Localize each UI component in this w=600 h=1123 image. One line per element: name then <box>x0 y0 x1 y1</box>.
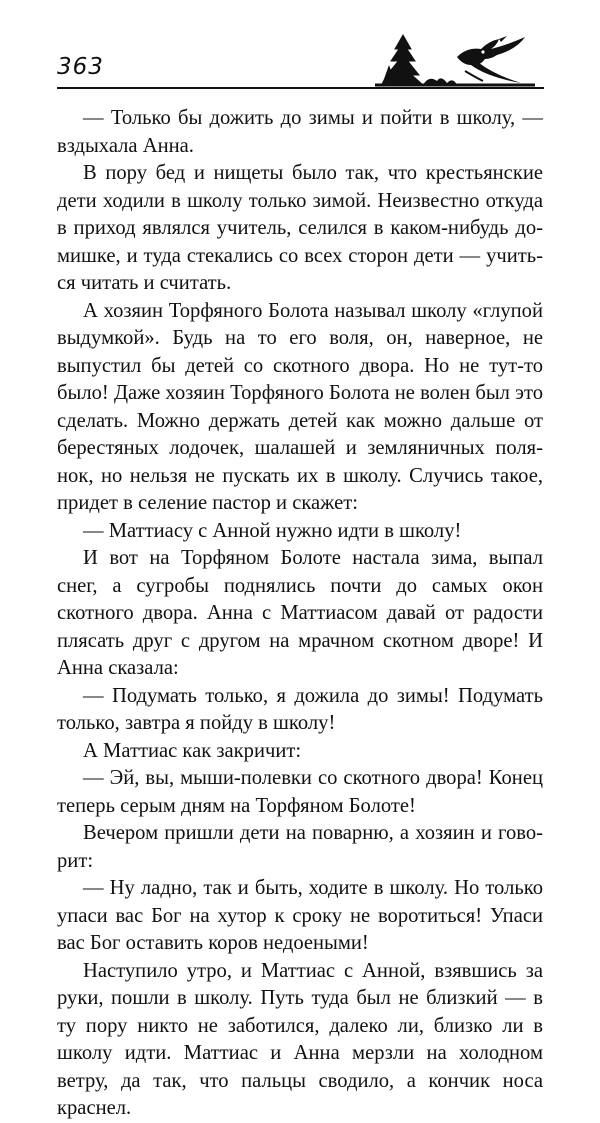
paragraph: — Подумать только, я дожила до зимы! Подумать только, завтра я пойду в школу! <box>57 684 543 734</box>
paragraph: А хозяин Торфяного Болота называл школу «глупой выдумкой». Будь на то его воля, он, наверное, не выпустил бы детей со скотного двора. Но не тут-то было! Даже хозяин Торфяного Болота не волен был это сделать. Можно держать детей как можно дальше от берестяных лодочек, шалашей и земляничных полянок, но нельзя не пускать их в школу. Случись такое, придет в селение пастор и скажет: <box>57 299 543 514</box>
page-number: 363 <box>57 54 104 80</box>
paragraph: — Только бы дожить до зимы и пойти в школу, — вздыхала Анна. <box>57 107 543 157</box>
paragraph: — Маттиасу с Анной нужно идти в школу! <box>83 519 462 542</box>
header-rule <box>57 87 544 89</box>
paragraph: В пору бед и нищеты было так, что крестьянские дети ходили в школу только зимой. Неизвестно откуда в приход являлся учитель, селился в каком-нибудь домишке, и туда стекались со всех сторон дети — учиться читать и считать. <box>57 162 543 294</box>
fir-trees-and-bird-ornament <box>375 25 535 89</box>
paragraph: Наступило утро, и Маттиас с Анной, взявшись за руки, пошли в школу. Путь туда был не близкий — в ту пору никто не заботился, далеко ли, близко ли в школу идти. Маттиас и Анна мерзли на холодном ветру, да так, что пальцы сводило, а кончик носа краснел. <box>57 959 543 1119</box>
page-body-text <box>57 105 543 1123</box>
paragraph: — Эй, вы, мыши-полевки со скотного двора! Конец теперь серым дням на Торфяном Болоте! <box>57 767 543 817</box>
paragraph: — Ну ладно, так и быть, ходите в школу. Но только упаси вас Бог на хутор к сроку не воротиться! Упаси вас Бог оставить коров недоеными! <box>57 877 543 954</box>
paragraph: А Маттиас как закричит: <box>83 739 302 762</box>
paragraph: И вот на Торфяном Болоте настала зима, выпал снег, а сугробы поднялись почти до самых окон скотного двора. Анна с Маттиасом давай от радости плясать друг с другом на мрачном скотном дворе! И Анна сказала: <box>57 547 543 679</box>
paragraph: Вечером пришли дети на поварню, а хозяин и говорит: <box>57 822 543 872</box>
